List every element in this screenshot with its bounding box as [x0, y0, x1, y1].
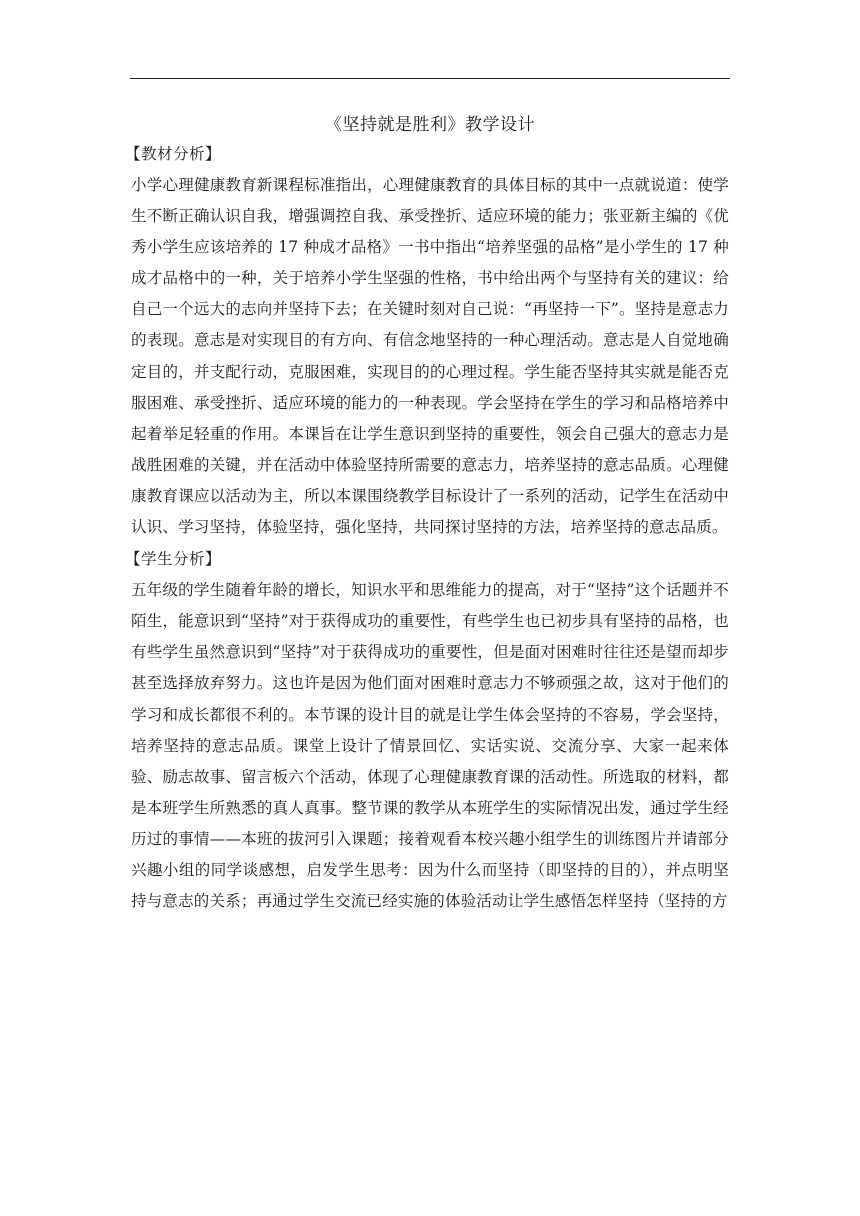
section-paragraph-student-analysis: 五年级的学生随着年龄的增长，知识水平和思维能力的提高，对于“坚持”这个话题并不陌生，能意识到“坚持”对于获得成功的重要性，有些学生也已初步具有坚持的品格，也有些学生虽然意识到“坚持”对于获得成功的重要性，但是面对困难时往往还是望而却步甚至选择放弃努力。这也许是因为他们面对困难时意志力不够顽强之故，这对于他们的学习和成长都很不利的。本节课的设计目的就是让学生体会坚持的不容易，学会坚持，培养坚持的意志品质。课堂上设计了情景回忆、实话实说、交流分享、大家一起来体验、励志故事、留言板六个活动，体现了心理健康教育课的活动性。所选取的材料，都是本班学生所熟悉的真人真事。整节课的教学从本班学生的实际情况出发，通过学生经历过的事情——本班的拔河引入课题；接着观看本校兴趣小组学生的训练图片并请部分兴趣小组的同学谈感想，启发学生思考：因为什么而坚持（即坚持的目的），并点明坚持与意志的关系；再通过学生交流已经实施的体验活动让学生感悟怎样坚持（坚持的方 [131, 581, 729, 911]
document-body [125, 110, 729, 917]
section-heading-textbook-analysis: 【教材分析】 [125, 145, 222, 163]
document-title: 《坚持就是胜利》教学设计 [325, 115, 535, 135]
header-rule [130, 78, 730, 79]
section-heading-student-analysis: 【学生分析】 [125, 550, 222, 569]
section-paragraph-textbook-analysis: 小学心理健康教育新课程标准指出，心理健康教育的具体目标的其中一点就说道：使学生不断正确认识自我，增强调控自我、承受挫折、适应环境的能力；张亚新主编的《优秀小学生应该培养的 17 种成才品格》一书中指出“培养坚强的品格”是小学生的 17 种成才品格中的一种，关于培养小学生坚强的性格，书中给出两个与坚持有关的建议：给自己一个远大的志向并坚持下去；在关键时刻对自己说：“再坚持一下”。坚持是意志力的表现。意志是对实现目的有方向、有信念地坚持的一种心理活动。意志是人自觉地确定目的，并支配行动，克服困难，实现目的的心理过程。学生能否坚持其实就是能否克服困难、承受挫折、适应环境的能力的一种表现。学会坚持在学生的学习和品格培养中起着举足轻重的作用。本课旨在让学生意识到坚持的重要性，领会自己强大的意志力是战胜困难的关键，并在活动中体验坚持所需要的意志力，培养坚持的意志品质。心理健康教育课应以活动为主，所以本课围绕教学目标设计了一系列的活动，记学生在活动中认识、学习坚持，体验坚持，强化坚持，共同探讨坚持的方法，培养坚持的意志品质。 [131, 176, 729, 537]
